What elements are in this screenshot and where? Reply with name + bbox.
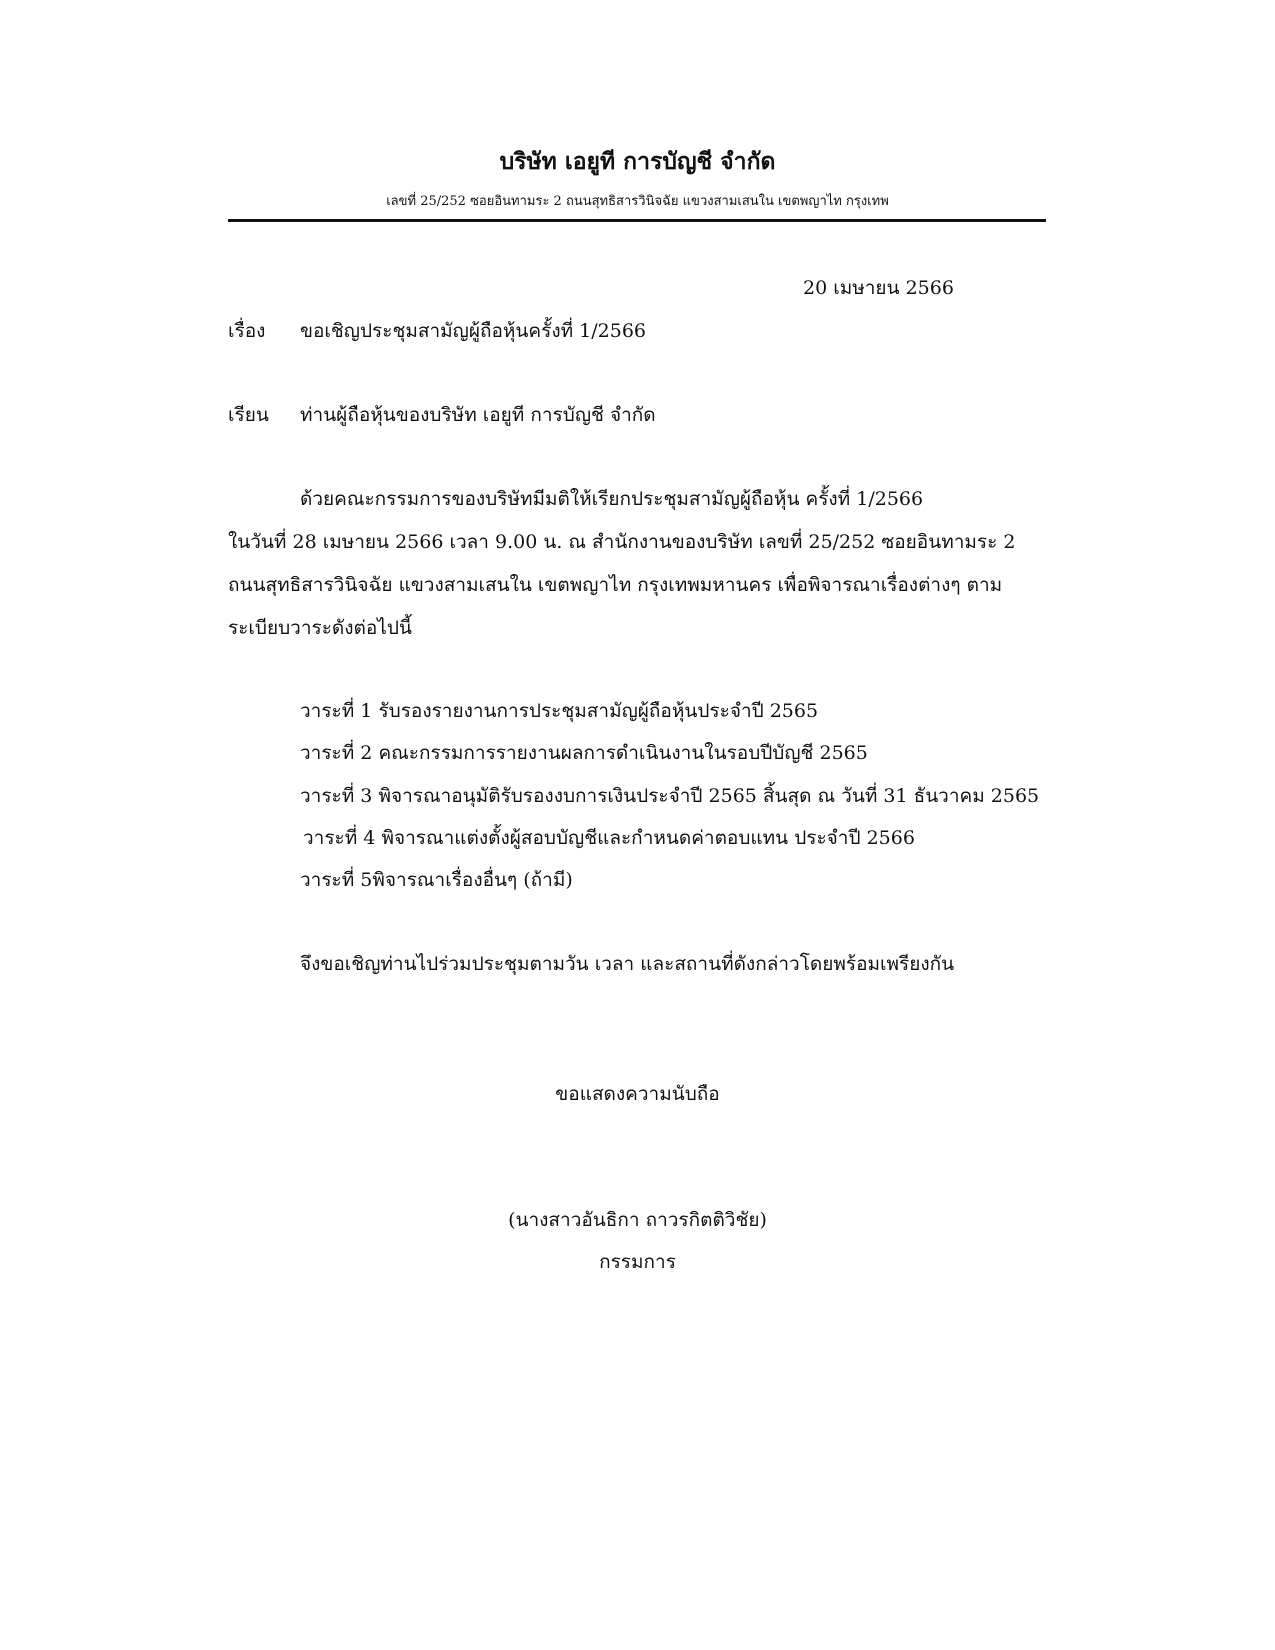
agenda-item: วาระที่ 4 พิจารณาแต่งตั้งผู้สอบบัญชีและกำหนดค่าตอบแทน ประจำปี 2566	[303, 827, 915, 849]
subject-label: เรื่อง	[228, 320, 266, 342]
agenda-item: วาระที่ 3 พิจารณาอนุมัติรับรองงบการเงินประจำปี 2565 สิ้นสุด ณ วันที่ 31 ธันวาคม 2565	[300, 785, 1040, 807]
body-line: ในวันที่ 28 เมษายน 2566 เวลา 9.00 น. ณ สำนักงานของบริษัท เลขที่ 25/252 ซอยอินทามระ 2	[228, 531, 1016, 553]
signer-title: กรรมการ	[599, 1251, 676, 1273]
body-line: ถนนสุทธิสารวินิจฉัย แขวงสามเสนใน เขตพญาไท กรุงเทพมหานคร เพื่อพิจารณาเรื่องต่างๆ ตาม	[228, 574, 1003, 596]
recipient-text: ท่านผู้ถือหุ้นของบริษัท เอยูที การบัญชี จำกัด	[300, 404, 656, 426]
body-line: ระเบียบวาระดังต่อไปนี้	[228, 617, 412, 639]
subject-text: ขอเชิญประชุมสามัญผู้ถือหุ้นครั้งที่ 1/2566	[300, 320, 647, 342]
closing-text: ขอแสดงความนับถือ	[555, 1083, 720, 1105]
signer-name: (นางสาวอันธิกา ถาวรกิตติวิชัย)	[508, 1209, 767, 1231]
agenda-item: วาระที่ 2 คณะกรรมการรายงานผลการดำเนินงานในรอบปีบัญชี 2565	[300, 742, 868, 764]
letter-date: 20 เมษายน 2566	[803, 277, 954, 299]
recipient-label: เรียน	[228, 404, 269, 426]
invitation-text: จึงขอเชิญท่านไปร่วมประชุมตามวัน เวลา และสถานที่ดังกล่าวโดยพร้อมเพรียงกัน	[300, 953, 955, 975]
body-line: ด้วยคณะกรรมการของบริษัทมีมติให้เรียกประชุมสามัญผู้ถือหุ้น ครั้งที่ 1/2566	[300, 488, 924, 510]
company-address: เลขที่ 25/252 ซอยอินทามระ 2 ถนนสุทธิสารวินิจฉัย แขวงสามเสนใน เขตพญาไท กรุงเทพ	[386, 194, 889, 209]
agenda-item: วาระที่ 1 รับรองรายงานการประชุมสามัญผู้ถือหุ้นประจำปี 2565	[300, 700, 819, 722]
letterhead-divider	[228, 219, 1046, 222]
agenda-item: วาระที่ 5พิจารณาเรื่องอื่นๆ (ถ้ามี)	[300, 869, 573, 891]
company-name: บริษัท เอยูที การบัญชี จำกัด	[499, 148, 776, 175]
